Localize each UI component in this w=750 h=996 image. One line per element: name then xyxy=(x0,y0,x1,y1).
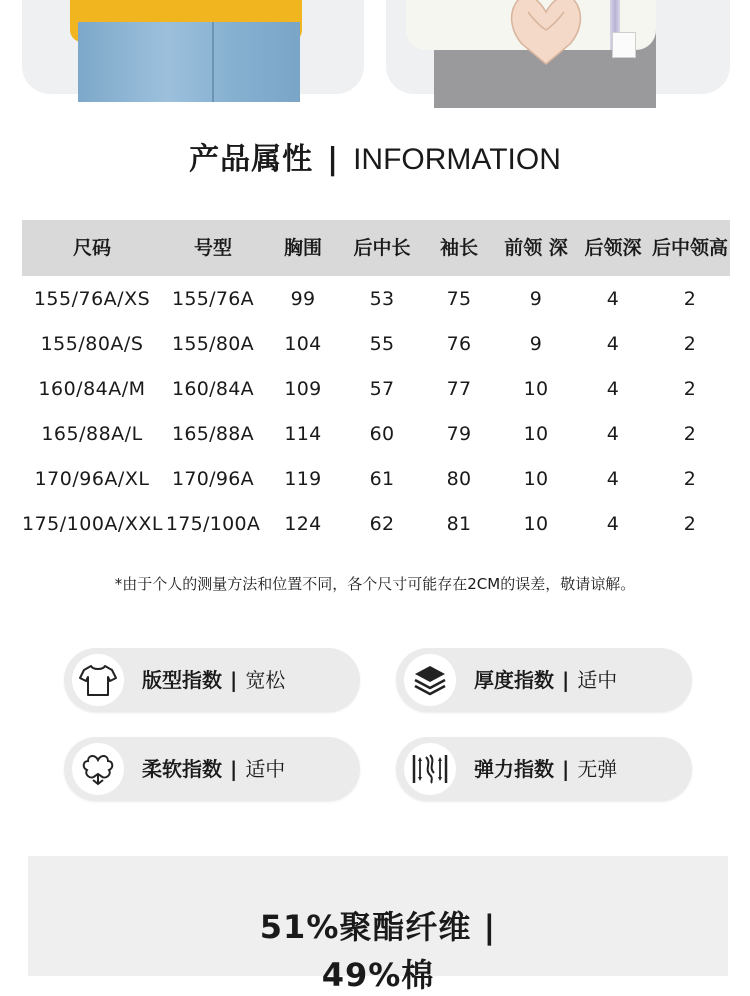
title-en: INFORMATION xyxy=(353,143,561,176)
softness-index-pill xyxy=(64,737,360,801)
table-cell: 4 xyxy=(606,467,620,490)
softness-index-value: 适中 xyxy=(245,757,286,781)
table-cell: 4 xyxy=(606,512,620,535)
title-cn: 产品属性 xyxy=(189,142,314,177)
fit-index-separator: | xyxy=(230,668,238,692)
table-cell: 2 xyxy=(683,467,697,490)
table-cell: 10 xyxy=(523,512,549,535)
table-cell: 119 xyxy=(284,467,322,490)
stretch-icon xyxy=(404,743,456,795)
elasticity-index-value: 无弹 xyxy=(577,757,618,781)
table-cell: 109 xyxy=(284,377,322,400)
table-cell: 10 xyxy=(523,422,549,445)
table-row xyxy=(22,501,730,546)
fit-index-value: 宽松 xyxy=(245,668,286,692)
table-cell: 175/100A/XXL xyxy=(22,512,163,535)
table-cell: 2 xyxy=(683,332,697,355)
elasticity-index-pill xyxy=(396,737,692,801)
table-cell: 2 xyxy=(683,512,697,535)
table-cell: 81 xyxy=(446,512,472,535)
table-cell: 61 xyxy=(369,467,395,490)
elasticity-index-key: 弹力指数 xyxy=(474,757,554,781)
table-cell: 9 xyxy=(529,332,543,355)
table-cell: 55 xyxy=(369,332,395,355)
table-cell: 10 xyxy=(523,467,549,490)
header-size: 尺码 xyxy=(22,220,162,276)
thickness-index-pill xyxy=(396,648,692,712)
heart-hands xyxy=(498,0,594,66)
header-sleeve: 袖长 xyxy=(422,220,496,276)
cotton-icon xyxy=(72,743,124,795)
table-cell: 104 xyxy=(284,332,322,355)
thickness-index-separator: | xyxy=(562,668,570,692)
table-cell: 76 xyxy=(446,332,472,355)
jeans xyxy=(78,22,300,102)
header-model: 号型 xyxy=(162,220,264,276)
table-cell: 160/84A xyxy=(172,377,254,400)
fit-index-key: 版型指数 xyxy=(142,668,222,692)
section-title xyxy=(0,134,750,178)
table-cell: 155/80A xyxy=(172,332,254,355)
measurement-note: *由于个人的测量方法和位置不同，各个尺寸可能存在2CM的误差，敬请谅解。 xyxy=(114,575,636,593)
header-back-neck: 后领深 xyxy=(576,220,650,276)
table-cell: 170/96A/XL xyxy=(34,467,150,490)
table-cell: 60 xyxy=(369,422,395,445)
size-table xyxy=(22,220,730,546)
table-cell: 53 xyxy=(369,287,395,310)
product-photo-white-sweater xyxy=(386,0,730,94)
clothing-tag xyxy=(612,32,636,58)
thickness-index-value: 适中 xyxy=(577,668,618,692)
table-cell: 124 xyxy=(284,512,322,535)
product-photos xyxy=(0,0,750,96)
table-cell: 155/80A/S xyxy=(40,332,144,355)
table-row xyxy=(22,456,730,501)
table-cell: 160/84A/M xyxy=(38,377,146,400)
table-cell: 62 xyxy=(369,512,395,535)
title-separator: | xyxy=(327,142,340,177)
table-cell: 57 xyxy=(369,377,395,400)
elasticity-index-separator: | xyxy=(562,757,570,781)
softness-index-key: 柔软指数 xyxy=(142,757,222,781)
table-cell: 2 xyxy=(683,422,697,445)
table-cell: 4 xyxy=(606,287,620,310)
table-cell: 175/100A xyxy=(165,512,261,535)
table-cell: 99 xyxy=(290,287,316,310)
table-cell: 2 xyxy=(683,377,697,400)
product-photo-yellow-sweater xyxy=(22,0,364,94)
table-cell: 170/96A xyxy=(172,467,254,490)
material-line-2: 49%棉 xyxy=(321,956,435,994)
header-chest: 胸围 xyxy=(264,220,342,276)
fit-index-pill xyxy=(64,648,360,712)
table-cell: 4 xyxy=(606,332,620,355)
table-cell: 4 xyxy=(606,377,620,400)
table-row xyxy=(22,411,730,456)
layers-icon xyxy=(404,654,456,706)
table-cell: 114 xyxy=(284,422,322,445)
thickness-index-key: 厚度指数 xyxy=(474,668,554,692)
table-cell: 75 xyxy=(446,287,472,310)
table-cell: 155/76A/XS xyxy=(33,287,151,310)
material-line-1: 51%聚酯纤维 | xyxy=(259,908,497,946)
table-cell: 165/88A/L xyxy=(41,422,143,445)
material-box xyxy=(28,856,728,994)
header-front-neck: 前领 深 xyxy=(496,220,576,276)
table-row xyxy=(22,321,730,366)
header-collar-height: 后中领高 xyxy=(650,220,730,276)
table-cell: 9 xyxy=(529,287,543,310)
table-cell: 77 xyxy=(446,377,472,400)
table-cell: 155/76A xyxy=(172,287,254,310)
table-row xyxy=(22,366,730,411)
table-cell: 80 xyxy=(446,467,472,490)
table-cell: 165/88A xyxy=(172,422,254,445)
softness-index-separator: | xyxy=(230,757,238,781)
header-length: 后中长 xyxy=(342,220,422,276)
table-header-row xyxy=(22,220,730,276)
table-cell: 2 xyxy=(683,287,697,310)
table-row xyxy=(22,276,730,321)
table-cell: 10 xyxy=(523,377,549,400)
tshirt-icon xyxy=(72,654,124,706)
jeans-seam xyxy=(212,22,214,102)
table-cell: 4 xyxy=(606,422,620,445)
table-cell: 79 xyxy=(446,422,472,445)
